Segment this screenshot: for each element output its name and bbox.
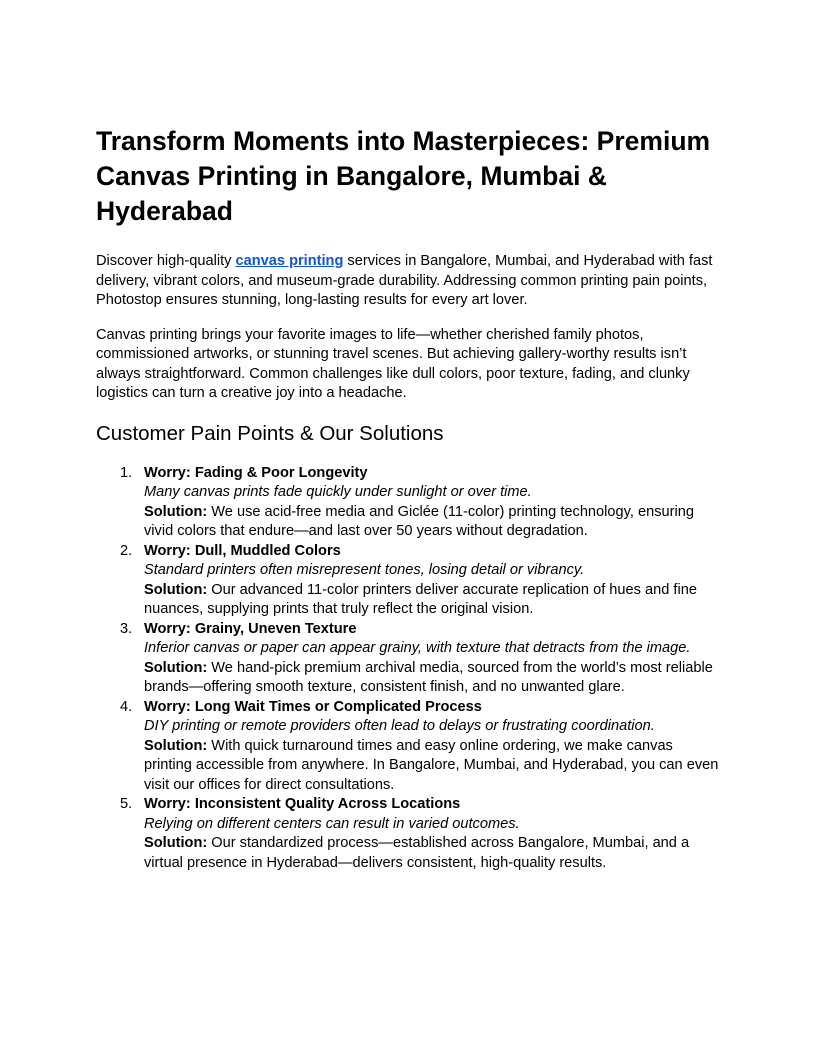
solution-body: Our advanced 11-color printers deliver accurate replication of hues and fine nuances, supplying prints that truly reflect the original vision.: [144, 581, 697, 617]
pain-points-list: [96, 464, 720, 874]
intro-text-before-link: Discover high-quality: [96, 253, 236, 269]
solution-text: [144, 504, 694, 540]
list-item-number: 3.: [120, 620, 133, 637]
worry-heading: Worry: Long Wait Times or Complicated Process: [144, 698, 482, 715]
body-paragraph: Canvas printing brings your favorite images to life—whether cherished family photos, commissioned artworks, or stunning travel scenes. But achieving gallery-worthy results isn’t always straightforward. Common challenges like dull colors, poor texture, fading, and clunky logistics can turn a creative joy into a headache.: [96, 326, 690, 401]
list-item: [96, 464, 720, 542]
intro-paragraph: [96, 252, 720, 311]
solution-label: Solution:: [144, 581, 208, 598]
worry-heading: Worry: Inconsistent Quality Across Locations: [144, 796, 461, 812]
solution-text: [144, 582, 697, 618]
canvas-printing-link[interactable]: canvas printing: [235, 253, 344, 269]
list-item: [96, 620, 720, 698]
pain-description: Standard printers often misrepresent tones, losing detail or vibrancy.: [144, 562, 585, 578]
worry-heading: Worry: Grainy, Uneven Texture: [144, 620, 357, 637]
worry-heading: Worry: Dull, Muddled Colors: [144, 542, 341, 559]
list-item-number: 5.: [120, 796, 133, 812]
list-item: [96, 542, 720, 620]
document-page: [96, 124, 720, 873]
solution-body: Our standardized process—established across Bangalore, Mumbai, and a virtual presence in Hyderabad—delivers consistent, high-quality results.: [144, 835, 690, 871]
pain-description: Many canvas prints fade quickly under sunlight or over time.: [144, 484, 532, 500]
solution-body: We use acid-free media and Giclée (11-color) printing technology, ensuring vivid colors that endure—and last over 50 years without degradation.: [144, 503, 694, 539]
list-item: [96, 698, 720, 796]
worry-heading: Worry: Fading & Poor Longevity: [144, 464, 368, 481]
list-item-number: 4.: [120, 698, 133, 715]
solution-text: [144, 835, 689, 871]
intro-text-after-link: services in Bangalore, Mumbai, and Hyderabad with fast delivery, vibrant colors, and museum-grade durability. Addressing common printing pain points, Photostop ensures stunning, long-lasting results for every art lover.: [96, 253, 713, 308]
page-title: Transform Moments into Masterpieces: Premium Canvas Printing in Bangalore, Mumbai & Hyderabad: [96, 126, 711, 226]
solution-text: [144, 738, 718, 793]
pain-description: DIY printing or remote providers often lead to delays or frustrating coordination.: [144, 718, 655, 734]
pain-description: Inferior canvas or paper can appear grainy, with texture that detracts from the image.: [144, 640, 691, 656]
list-item: [96, 795, 720, 873]
list-item-number: 2.: [120, 542, 133, 559]
solution-label: Solution:: [144, 835, 208, 851]
solution-label: Solution:: [144, 503, 208, 520]
solution-label: Solution:: [144, 737, 208, 754]
section-heading: Customer Pain Points & Our Solutions: [96, 421, 444, 445]
solution-text: [144, 660, 713, 696]
pain-description: Relying on different centers can result in varied outcomes.: [144, 815, 520, 832]
solution-label: Solution:: [144, 659, 208, 676]
solution-body: We hand-pick premium archival media, sourced from the world’s most reliable brands—offering smooth texture, consistent finish, and no unwanted glare.: [144, 659, 713, 695]
solution-body: With quick turnaround times and easy online ordering, we make canvas printing accessible from anywhere. In Bangalore, Mumbai, and Hyderabad, you can even visit our offices for direct consultations.: [144, 737, 719, 793]
list-item-number: 1.: [120, 464, 133, 481]
